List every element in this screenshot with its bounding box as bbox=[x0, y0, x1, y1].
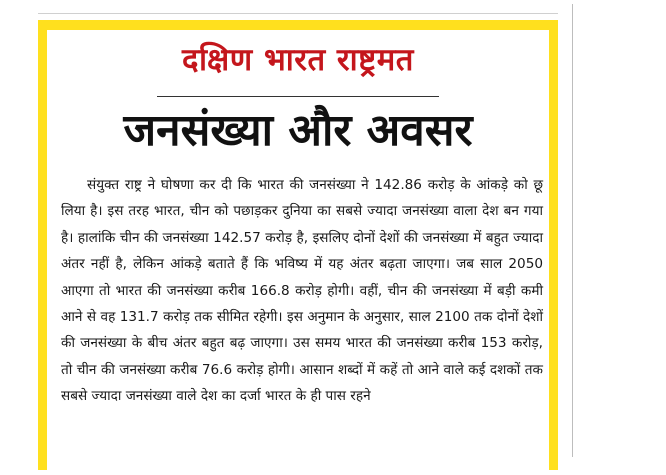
top-divider bbox=[38, 13, 558, 14]
article-body: संयुक्त राष्ट्र ने घोषणा कर दी कि भारत की जनसंख्या ने 142.86 करोड़ के आंकड़े को छू लिया है। इस तरह भारत, चीन को पछाड़कर दुनिया का सबसे ज्यादा जनसंख्या वाला देश बन गया है। हालांकि चीन की जनसंख्या 142.57 करोड़ है, इसलिए दोनों देशों की जनसंख्या में बहुत ज्यादा अंतर नहीं है, लेकिन आंकड़े बताते हैं कि भविष्य में यह अंतर बढ़ता जाएगा। जब साल 2050 आएगा तो भारत की जनसंख्या करीब 166.8 करोड़ होगी। वहीं, चीन की जनसंख्या में बड़ी कमी आने से वह 131.7 करोड़ तक सीमित रहेगी। इस अनुमान के अनुसार, साल 2100 तक दोनों देशों की जनसंख्या के बीच अंतर बहुत बढ़ जाएगा। उस समय भारत की जनसंख्या करीब 153 करोड़, तो चीन की जनसंख्या करीब 76.6 करोड़ होगी। आसान शब्दों में कहें तो आने वाले कई दशकों तक सबसे ज्यादा जनसंख्या वाले देश का दर्जा भारत के ही पास रहने bbox=[61, 177, 543, 405]
masthead-underline bbox=[157, 96, 439, 97]
article-headline: जनसंख्या और अवसर bbox=[123, 105, 473, 156]
newspaper-clipping bbox=[38, 20, 558, 470]
right-divider bbox=[572, 4, 573, 457]
newspaper-masthead: दक्षिण भारत राष्ट्रमत bbox=[182, 42, 414, 78]
clipping-content bbox=[47, 30, 549, 475]
